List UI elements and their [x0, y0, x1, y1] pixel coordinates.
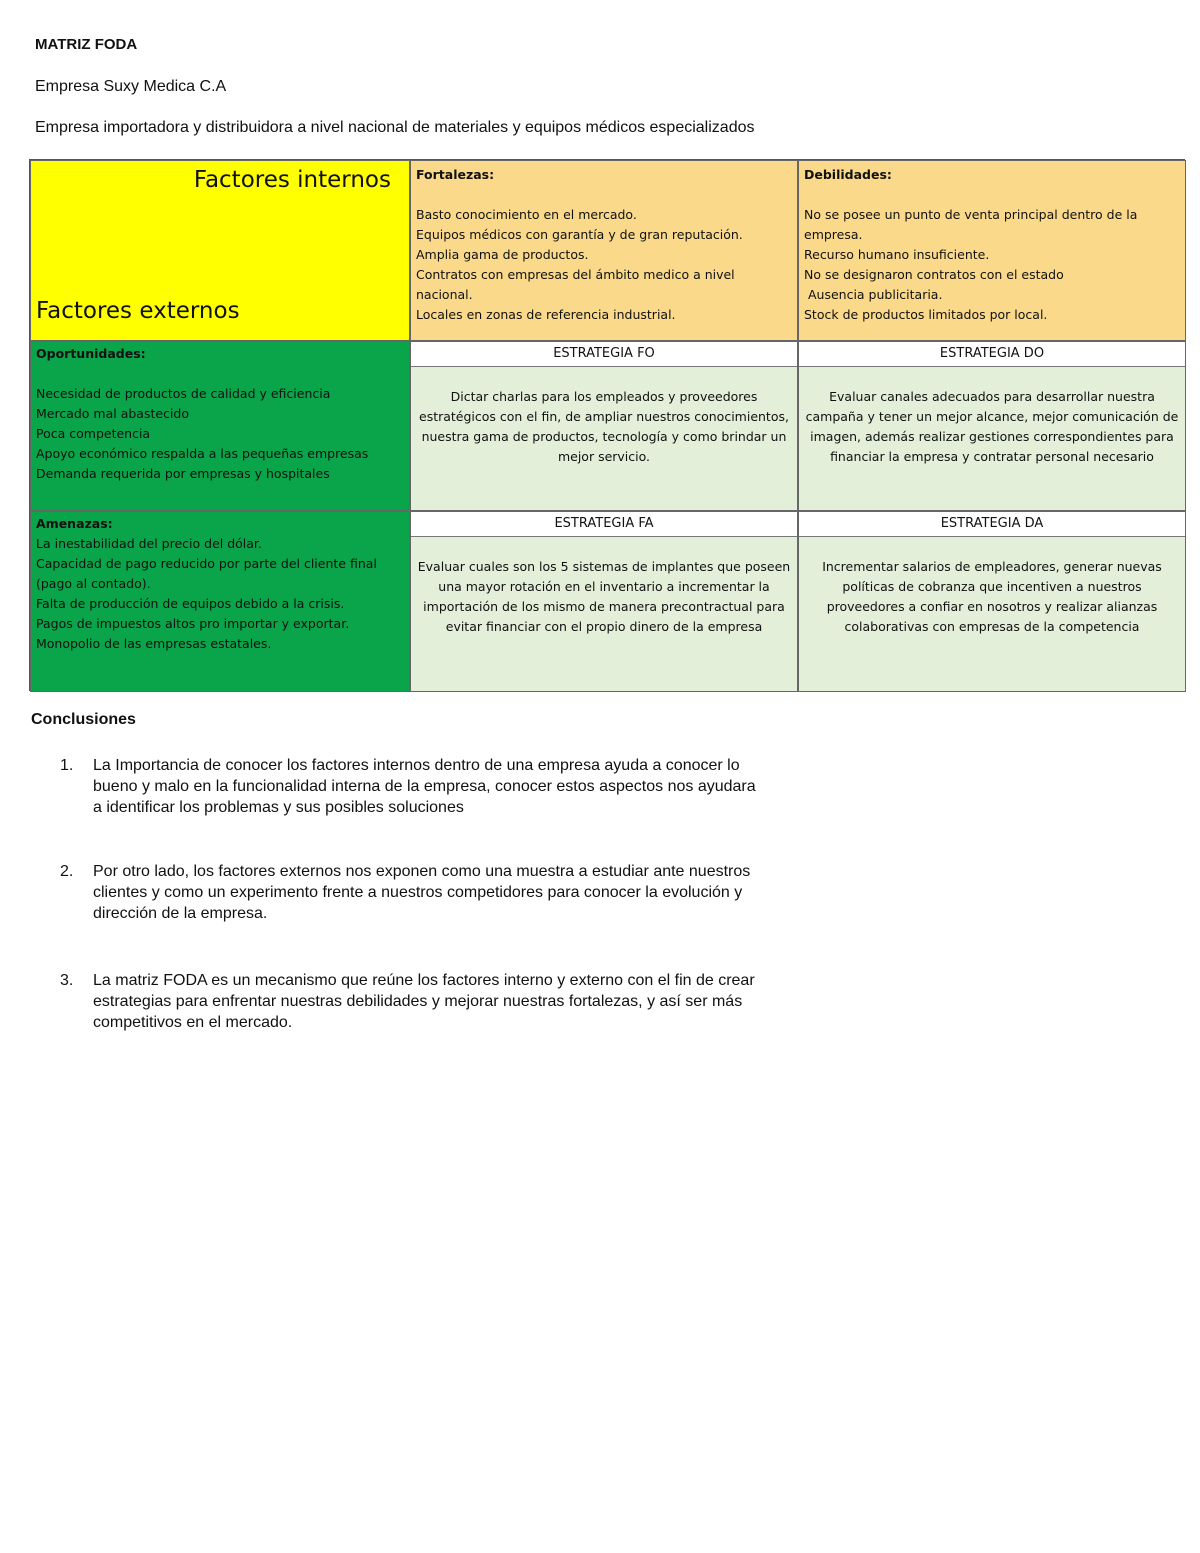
- strengths-heading: Fortalezas:: [416, 167, 495, 182]
- conclusion-text: La matriz FODA es un mecanismo que reúne los factores interno y externo con el fin de crear estrategias para enfrentar nuestras debilidades y mejorar nuestras fortalezas, y así ser más competitivos en el mercado.: [93, 972, 755, 1031]
- list-item: Necesidad de productos de calidad y eficiencia: [36, 386, 331, 401]
- list-item: Falta de producción de equipos debido a la crisis.: [36, 596, 345, 611]
- threats-list: [36, 534, 404, 654]
- strengths-list: [416, 205, 792, 325]
- list-item: Recurso humano insuficiente.: [804, 247, 990, 262]
- list-item: Locales en zonas de referencia industrial.: [416, 307, 676, 322]
- strategy-fa-text: Evaluar cuales son los 5 sistemas de implantes que poseen una mayor rotación en el inventario a incrementar la importación de los mismo de manera precontractual para evitar financiar con el propio dinero de la empresa: [417, 559, 791, 634]
- conclusion-text: Por otro lado, los factores externos nos exponen como una muestra a estudiar ante nuestros clientes y como un experimento frente a nuestros competidores para conocer la evolución y dirección de la empresa.: [93, 863, 751, 922]
- opportunities-heading: Oportunidades:: [36, 346, 146, 361]
- conclusion-number: 2.: [60, 863, 74, 880]
- conclusion-item: [60, 970, 760, 1033]
- list-item: Equipos médicos con garantía y de gran reputación.: [416, 227, 743, 242]
- strategy-do-cell: [798, 341, 1186, 511]
- strategy-fo-cell: [410, 341, 798, 511]
- list-item: Ausencia publicitaria.: [804, 287, 943, 302]
- strategy-da-heading: ESTRATEGIA DA: [799, 512, 1185, 537]
- list-item: No se designaron contratos con el estado: [804, 267, 1064, 282]
- external-factors-label: Factores externos: [36, 298, 240, 324]
- strengths-cell: [410, 160, 798, 341]
- internal-factors-label: Factores internos: [193, 167, 391, 193]
- list-item: Capacidad de pago reducido por parte del cliente final (pago al contado).: [36, 556, 377, 591]
- strategy-da-cell: [798, 511, 1186, 692]
- strategy-fo-heading: ESTRATEGIA FO: [411, 342, 797, 367]
- strategy-do-heading: ESTRATEGIA DO: [799, 342, 1185, 367]
- list-item: No se posee un punto de venta principal dentro de la empresa.: [804, 207, 1138, 242]
- conclusions-heading: Conclusiones: [31, 711, 136, 728]
- conclusion-item: [60, 755, 760, 818]
- list-item: Poca competencia: [36, 426, 151, 441]
- list-item: Demanda requerida por empresas y hospitales: [36, 466, 330, 481]
- opportunities-list: [36, 384, 404, 484]
- matrix-corner: [30, 160, 410, 341]
- strategy-fo-text: Dictar charlas para los empleados y proveedores estratégicos con el fin, de ampliar nuestros conocimientos, nuestra gama de productos, tecnología y como brindar un mejor servicio.: [419, 389, 789, 464]
- strategy-do-text: Evaluar canales adecuados para desarrollar nuestra campaña y tener un mejor alcance, mejor comunicación de imagen, además realizar gestiones correspondientes para financiar la empresa y contratar personal necesario: [805, 389, 1179, 464]
- list-item: La inestabilidad del precio del dólar.: [36, 536, 262, 551]
- foda-matrix: [29, 159, 1185, 691]
- strategy-fa-heading: ESTRATEGIA FA: [411, 512, 797, 537]
- list-item: Contratos con empresas del ámbito medico a nivel nacional.: [416, 267, 735, 302]
- strategy-fa-cell: [410, 511, 798, 692]
- conclusion-item: [60, 861, 760, 924]
- list-item: Monopolio de las empresas estatales.: [36, 636, 272, 651]
- conclusion-number: 1.: [60, 757, 74, 774]
- threats-cell: [30, 511, 410, 692]
- strategy-da-text: Incrementar salarios de empleadores, generar nuevas políticas de cobranza que incentiven a nuestros proveedores a confiar en nosotros y realizar alianzas colaborativas con empresas de la competencia: [822, 559, 1162, 634]
- conclusion-text: La Importancia de conocer los factores internos dentro de una empresa ayuda a conocer lo bueno y malo en la funcionalidad interna de la empresa, conocer estos aspectos nos ayudara a identificar los problemas y sus posibles soluciones: [93, 757, 756, 816]
- conclusion-number: 3.: [60, 972, 74, 989]
- list-item: Pagos de impuestos altos pro importar y exportar.: [36, 616, 350, 631]
- company-description: Empresa importadora y distribuidora a nivel nacional de materiales y equipos médicos especializados: [35, 119, 755, 136]
- weaknesses-heading: Debilidades:: [804, 167, 892, 182]
- document-title: MATRIZ FODA: [35, 36, 138, 53]
- weaknesses-list: [804, 205, 1180, 325]
- opportunities-cell: [30, 341, 410, 511]
- list-item: Basto conocimiento en el mercado.: [416, 207, 637, 222]
- threats-heading: Amenazas:: [36, 516, 113, 531]
- company-name: Empresa Suxy Medica C.A: [35, 78, 227, 95]
- list-item: Stock de productos limitados por local.: [804, 307, 1048, 322]
- list-item: Amplia gama de productos.: [416, 247, 589, 262]
- list-item: Mercado mal abastecido: [36, 406, 189, 421]
- weaknesses-cell: [798, 160, 1186, 341]
- list-item: Apoyo económico respalda a las pequeñas empresas: [36, 446, 369, 461]
